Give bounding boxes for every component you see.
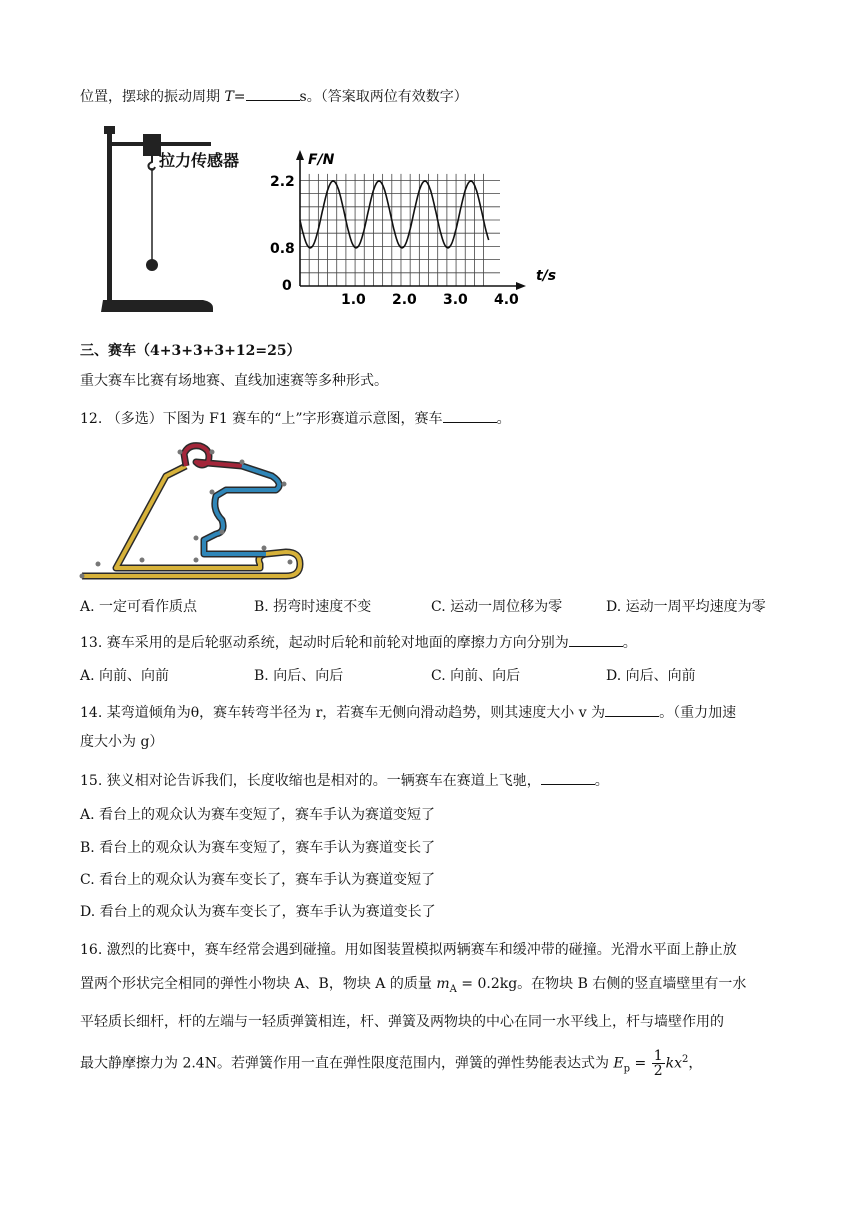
q15-option-b[interactable]: B. 看台上的观众认为赛车变短了，赛车手认为赛道变长了: [80, 840, 436, 856]
y-axis-label: F/N: [308, 152, 335, 168]
q14-line1: 14. 某弯道倾角为θ，赛车转弯半径为 r，若赛车无侧向滑动趋势，则其速度大小 v 为 。（重力加速: [80, 702, 736, 723]
q11-line: 位置，摆球的振动周期 T= s。（答案取两位有效数字）: [80, 86, 468, 107]
f1-track-figure: [76, 436, 308, 586]
q16-line2: 置两个形状完全相同的弹性小物块 A、B，物块 A 的质量 $m_A = 0.2kg$。在物块 B 右侧的竖直墙壁里有一水: [80, 976, 747, 995]
q16-line4: 最大静摩擦力为 2.4N。若弹簧作用一直在弹性限度范围内，弹簧的弹性势能表达式为 $E_p$ = $\frac{1}{2}$ $kx^2$，: [80, 1048, 703, 1080]
q12-option-c[interactable]: C. 运动一周位移为零: [431, 599, 563, 615]
q13-option-a[interactable]: A. 向前、向前: [80, 668, 170, 684]
q15-option-a[interactable]: A. 看台上的观众认为赛车变短了，赛车手认为赛道变短了: [80, 807, 436, 823]
q16-line3: 平轻质长细杆，杆的左端与一轻质弹簧相连，杆、弹簧及两物块的中心在同一水平线上，杆与墙壁作用的: [80, 1014, 724, 1030]
q15-option-c[interactable]: C. 看台上的观众认为赛车变长了，赛车手认为赛道变短了: [80, 872, 436, 888]
q12-option-a[interactable]: A. 一定可看作质点: [80, 599, 198, 615]
section-title: 三、赛车（4+3+3+3+12=25）: [80, 343, 301, 359]
x-tick-label: 3.0: [443, 292, 468, 308]
y-tick-label: 2.2: [270, 174, 295, 191]
q13-answer-blank[interactable]: [569, 632, 623, 647]
q14-answer-blank[interactable]: [605, 702, 659, 717]
q13-stem: 13. 赛车采用的是后轮驱动系统，起动时后轮和前轮对地面的摩擦力方向分别为 。: [80, 632, 637, 653]
x-axis-arrow: [516, 282, 526, 290]
q15-stem: 15. 狭义相对论告诉我们，长度收缩也是相对的。一辆赛车在赛道上飞驰， 。: [80, 770, 609, 791]
q12-option-d[interactable]: D. 运动一周平均速度为零: [606, 599, 766, 615]
x-tick-label: 1.0: [341, 292, 366, 308]
q12-option-b[interactable]: B. 拐弯时速度不变: [254, 599, 372, 615]
section-intro: 重大赛车比赛有场地赛、直线加速赛等多种形式。: [80, 373, 388, 389]
q15-answer-blank[interactable]: [541, 770, 595, 785]
force-time-graph: [268, 150, 557, 310]
q16-line1: 16. 激烈的比赛中，赛车经常会遇到碰撞。用如图装置模拟两辆赛车和缓冲带的碰撞。光滑水平面上静止放: [80, 942, 737, 958]
y-tick-label: 0.8: [270, 240, 295, 257]
q13-option-d[interactable]: D. 向后、向前: [606, 668, 696, 684]
sensor-label: 拉力传感器: [159, 151, 240, 170]
fraction-half: $\frac{1}{2}$: [653, 1048, 663, 1080]
q12-answer-blank[interactable]: [443, 408, 497, 423]
force-curve: [300, 181, 489, 248]
q12-stem: 12. （多选）下图为 F1 赛车的“上”字形赛道示意图，赛车 。: [80, 408, 511, 429]
q14-line2: 度大小为 g）: [80, 734, 164, 750]
x-axis-label: t/s: [536, 268, 557, 284]
x-tick-label: 2.0: [392, 292, 417, 308]
q13-option-b[interactable]: B. 向后、向后: [254, 668, 344, 684]
origin-label: 0: [282, 278, 292, 294]
q13-option-c[interactable]: C. 向前、向后: [431, 668, 521, 684]
answer-blank[interactable]: [246, 86, 300, 101]
x-tick-label: 4.0: [494, 292, 519, 308]
pendulum-apparatus-figure: [95, 122, 265, 318]
y-axis-arrow: [296, 150, 304, 160]
q15-option-d[interactable]: D. 看台上的观众认为赛车变长了，赛车手认为赛道变长了: [80, 904, 436, 920]
